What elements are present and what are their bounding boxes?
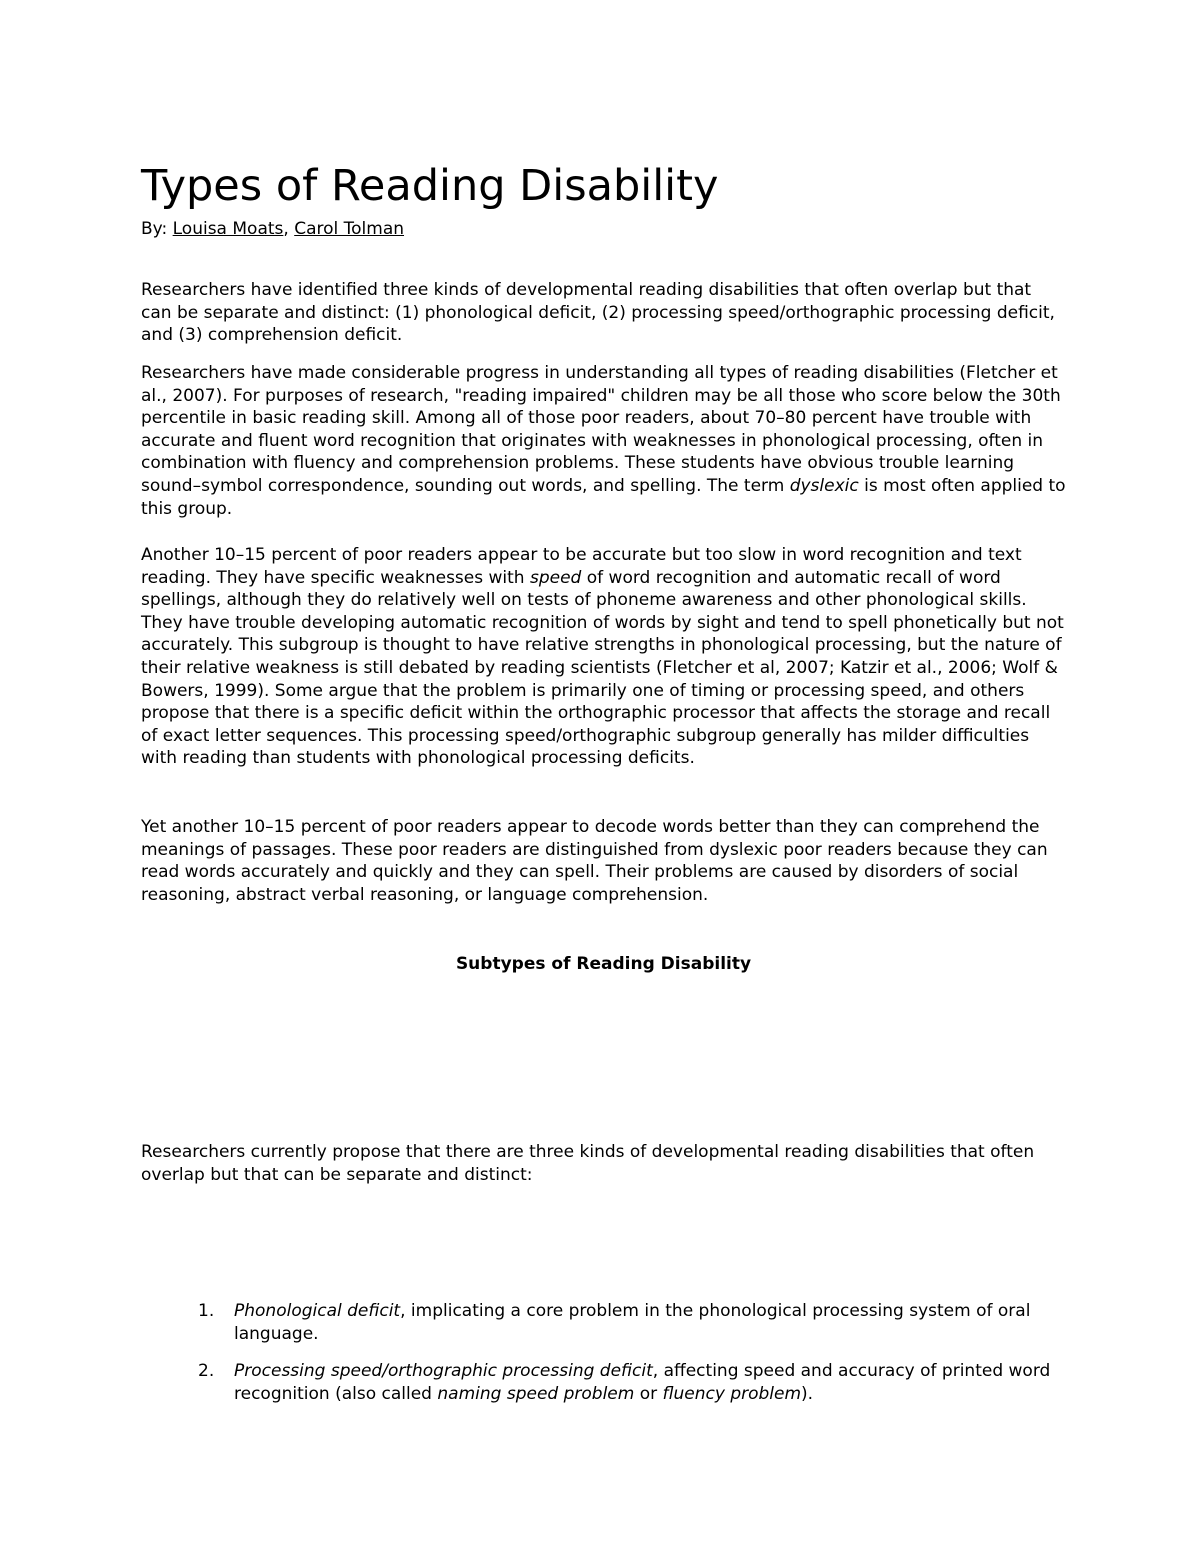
subtypes-list	[141, 1300, 1066, 1420]
list-item	[141, 1360, 1066, 1405]
list-item-text: , implicating a core problem in the phonological processing system of oral language.	[234, 1301, 1031, 1344]
author-link-carol-tolman[interactable]: Carol Tolman	[294, 219, 405, 239]
emphasis-dyslexic: dyslexic	[789, 475, 859, 496]
page-title: Types of Reading Disability	[141, 161, 719, 211]
list-item-text: or	[634, 1383, 663, 1404]
section-heading-subtypes: Subtypes of Reading Disability	[455, 954, 752, 974]
list-item-text: ).	[801, 1383, 814, 1404]
paragraph-text: Researchers have made considerable progress in understanding all types of reading disabilities (Fletcher et al., 2007). For purposes of research, "reading impaired" children may be all those who score below the 30th percentile in basic reading skill. Among all of those poor readers, about 70–80 percent have trouble with accurate and fluent word recognition that originates with weaknesses in phonological processing, often in combination with fluency and comprehension problems. These students have obvious trouble learning sound–symbol correspondence, sounding out words, and spelling. The term	[141, 363, 1061, 496]
list-number: 1.	[198, 1301, 215, 1321]
paragraph-text: of word recognition and automatic recall of word spellings, although they do relatively well on tests of phoneme awareness and other phonological skills. They have trouble developing automatic recognition of words by sight and tend to spell phonetically but not accurately. This subgroup is thought to have relative strengths in phonological processing, but the nature of their relative weakness is still debated by reading scientists (Fletcher et al, 2007; Katzir et al., 2006; Wolf & Bowers, 1999). Some argue that the problem is primarily one of timing or processing speed, and others propose that there is a specific deficit within the orthographic processor that affects the storage and recall of exact letter sequences. This processing speed/orthographic subgroup generally has milder difficulties with reading than students with phonological processing deficits.	[141, 567, 1064, 769]
list-item-term: Processing speed/orthographic processing deficit	[234, 1361, 653, 1382]
paragraph-phonological	[141, 362, 1066, 520]
intro-paragraph: Researchers have identified three kinds of developmental reading disabilities that often overlap but that can be separate and distinct: (1) phonological deficit, (2) processing speed/orthographic processing deficit, and (3) comprehension deficit.	[141, 280, 1055, 346]
emphasis-speed: speed	[529, 567, 582, 588]
byline-separator: ,	[283, 219, 295, 239]
list-item-term: Phonological deficit	[234, 1301, 401, 1321]
paragraph-processing-speed	[141, 544, 1066, 770]
paragraph-text: is most often applied to this group.	[141, 475, 1066, 519]
author-link-louisa-moats[interactable]: Louisa Moats	[172, 219, 284, 239]
list-item	[141, 1300, 1066, 1345]
list-number: 2.	[198, 1361, 215, 1382]
list-item-term: fluency problem	[662, 1383, 802, 1404]
paragraph-subtypes-intro: Researchers currently propose that there are three kinds of developmental reading disabilities that often overlap but that can be separate and distinct:	[141, 1142, 1035, 1185]
paragraph-comprehension: Yet another 10–15 percent of poor readers appear to decode words better than they can comprehend the meanings of passages. These poor readers are distinguished from dyslexic poor readers because they can read words accurately and quickly and they can spell. Their problems are caused by disorders of social reasoning, abstract verbal reasoning, or language comprehension.	[141, 817, 1048, 905]
list-item-term: naming speed problem	[437, 1383, 635, 1404]
byline-prefix: By:	[141, 219, 173, 239]
paragraph-text: Another 10–15 percent of poor readers appear to be accurate but too slow in word recognition and text reading. They have specific weaknesses with	[141, 545, 1022, 588]
byline	[141, 218, 404, 240]
list-item-text: , affecting speed and accuracy of printed word recognition (also called	[234, 1361, 1051, 1404]
